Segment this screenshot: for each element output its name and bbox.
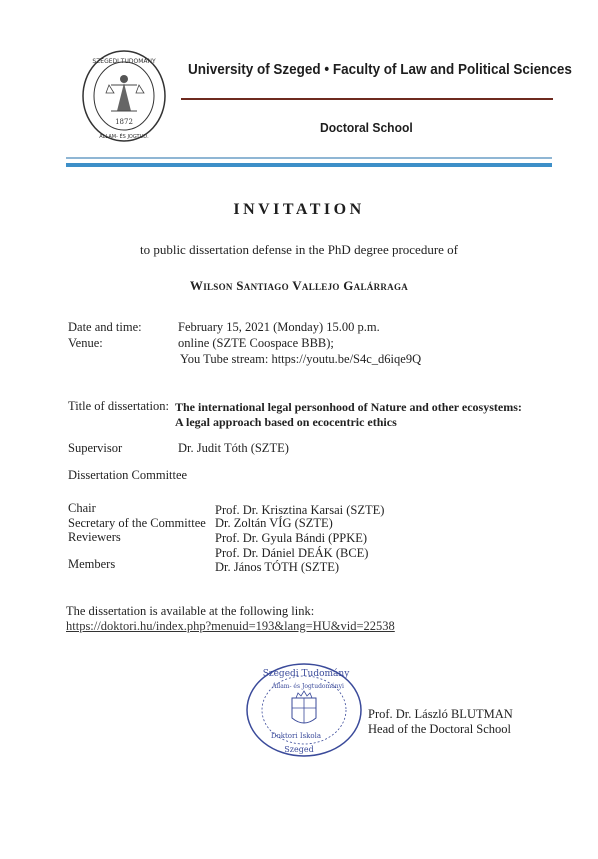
svg-text:Szeged: Szeged: [284, 745, 314, 754]
university-seal: [81, 49, 167, 143]
members-label: Members: [68, 557, 116, 571]
secretary-value: Dr. Zoltán VÍG (SZTE): [215, 516, 333, 530]
reviewer-2: Prof. Dr. Dániel DEÁK (BCE): [215, 546, 369, 560]
svg-text:1872: 1872: [115, 118, 133, 126]
title-label: Title of dissertation:: [68, 399, 169, 413]
signatory-role: Head of the Doctoral School: [368, 722, 512, 736]
chair-label: Chair: [68, 501, 96, 515]
chair-value: Prof. Dr. Krisztina Karsai (SZTE): [215, 503, 385, 517]
svg-text:Állam- és Jogtudományi: Állam- és Jogtudományi: [272, 683, 344, 690]
doctoral-school-stamp: [244, 660, 366, 760]
supervisor-value: Dr. Judit Tóth (SZTE): [178, 441, 289, 455]
venue-label: Venue:: [68, 336, 103, 350]
stream-value: You Tube stream: https://youtu.be/S4c_d6iqe9Q: [180, 352, 422, 366]
svg-text:SZEGEDI TUDOMÁNY: SZEGEDI TUDOMÁNY: [92, 58, 156, 65]
committee-heading: Dissertation Committee: [68, 468, 188, 482]
reviewers-label: Reviewers: [68, 530, 121, 544]
reviewer-1: Prof. Dr. Gyula Bándi (PPKE): [215, 531, 368, 545]
member-1: Dr. János TÓTH (SZTE): [215, 560, 340, 574]
secretary-label: Secretary of the Committee: [68, 516, 206, 530]
availability-text: The dissertation is available at the following link:: [66, 604, 315, 618]
candidate-name: Wilson Santiago Vallejo Galárraga: [189, 278, 409, 293]
invitation-heading: INVITATION: [233, 201, 365, 218]
date-value: February 15, 2021 (Monday) 15.00 p.m.: [178, 320, 380, 334]
signatory-name: Prof. Dr. László BLUTMAN: [368, 707, 513, 721]
header-title: University of Szeged • Faculty of Law and Political Sciences: [188, 62, 572, 78]
divider-band-thin: [66, 157, 552, 159]
divider-band-thick: [66, 163, 552, 167]
header-rule: [181, 98, 553, 100]
invitation-intro: to public dissertation defense in the PhD degree procedure of: [139, 242, 459, 257]
svg-text:Szegedi Tudomány: Szegedi Tudomány: [262, 669, 350, 679]
date-label: Date and time:: [68, 320, 142, 334]
title-line2: A legal approach based on ecocentric ethics: [175, 415, 397, 429]
doctoral-school-title: Doctoral School: [320, 120, 413, 135]
svg-text:Doktori Iskola: Doktori Iskola: [270, 732, 322, 740]
svg-text:ÁLLAM- ÉS JOGTUD.: ÁLLAM- ÉS JOGTUD.: [99, 134, 149, 140]
venue-value: online (SZTE Coospace BBB);: [178, 336, 334, 350]
supervisor-label: Supervisor: [68, 441, 123, 455]
title-line1: The international legal personhood of Nature and other ecosystems:: [175, 400, 522, 414]
dissertation-link[interactable]: https://doktori.hu/index.php?menuid=193&lang=HU&vid=22538: [66, 619, 395, 633]
